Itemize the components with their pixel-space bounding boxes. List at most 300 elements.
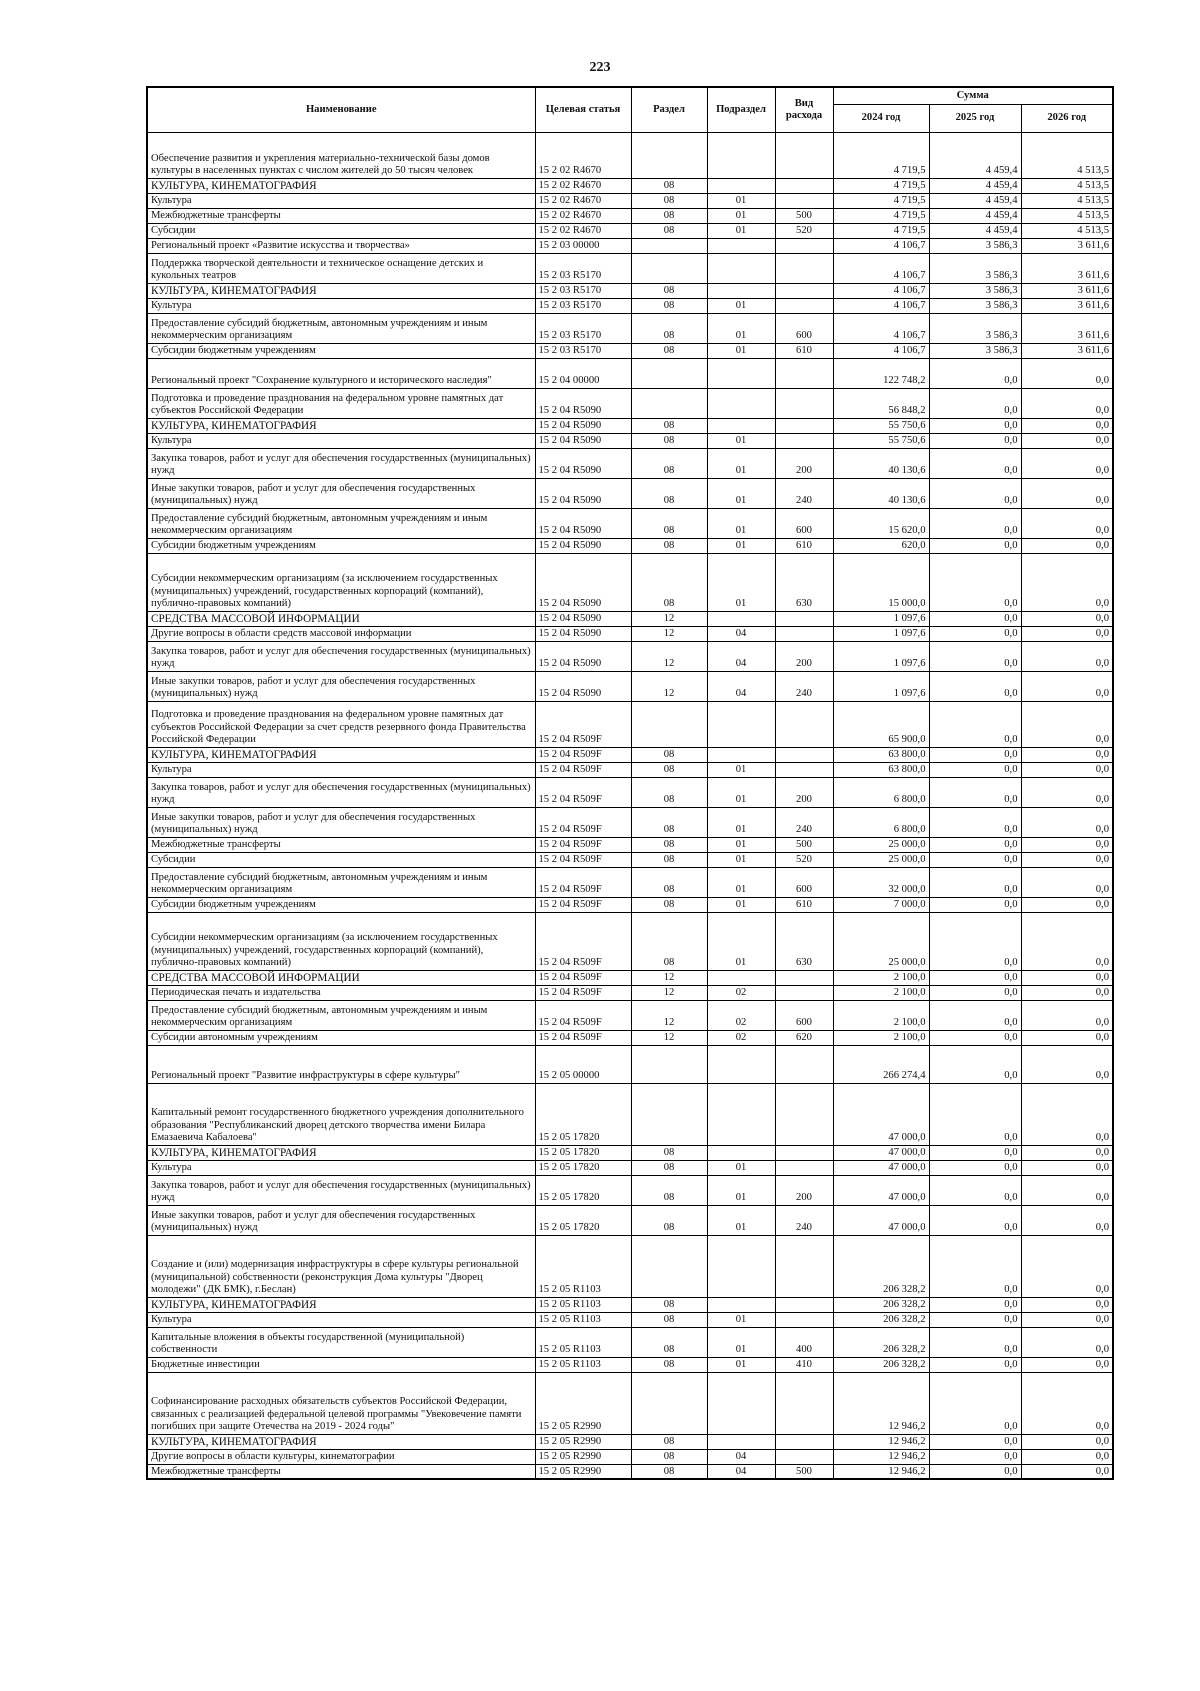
row-target-article: 15 2 04 R509F (535, 701, 631, 747)
row-target-article: 15 2 05 17820 (535, 1083, 631, 1145)
row-sum-2025: 0,0 (929, 553, 1021, 611)
table-row (147, 433, 1113, 448)
row-subsection: 01 (707, 508, 775, 538)
row-sum-2025: 0,0 (929, 1434, 1021, 1449)
row-section (631, 253, 707, 283)
row-section: 08 (631, 553, 707, 611)
table-row (147, 671, 1113, 701)
row-section: 08 (631, 777, 707, 807)
table-row (147, 897, 1113, 912)
table-row (147, 1030, 1113, 1045)
row-target-article: 15 2 05 R2990 (535, 1449, 631, 1464)
row-section: 08 (631, 178, 707, 193)
row-section: 08 (631, 852, 707, 867)
row-target-article: 15 2 04 R5090 (535, 671, 631, 701)
row-subsection: 01 (707, 313, 775, 343)
row-section (631, 388, 707, 418)
table-row (147, 912, 1113, 970)
row-section: 08 (631, 897, 707, 912)
row-expense-type (775, 1083, 833, 1145)
row-subsection (707, 253, 775, 283)
row-name: Культура (147, 298, 535, 313)
table-row (147, 1175, 1113, 1205)
row-subsection (707, 358, 775, 388)
table-row (147, 313, 1113, 343)
row-section: 08 (631, 1357, 707, 1372)
row-sum-2026: 3 611,6 (1021, 298, 1113, 313)
row-sum-2026: 0,0 (1021, 1357, 1113, 1372)
row-subsection (707, 1372, 775, 1434)
row-subsection (707, 388, 775, 418)
row-section (631, 132, 707, 178)
table-row (147, 1372, 1113, 1434)
row-expense-type: 600 (775, 313, 833, 343)
row-sum-2025: 4 459,4 (929, 132, 1021, 178)
row-expense-type: 610 (775, 538, 833, 553)
row-subsection: 01 (707, 1160, 775, 1175)
table-row (147, 343, 1113, 358)
table-body (147, 132, 1113, 1479)
row-subsection: 01 (707, 1357, 775, 1372)
row-sum-2025: 0,0 (929, 1083, 1021, 1145)
row-sum-2026: 0,0 (1021, 970, 1113, 985)
row-subsection (707, 178, 775, 193)
row-target-article: 15 2 02 R4670 (535, 193, 631, 208)
row-sum-2026: 0,0 (1021, 867, 1113, 897)
row-sum-2025: 0,0 (929, 1372, 1021, 1434)
row-sum-2026: 4 513,5 (1021, 223, 1113, 238)
row-sum-2026: 0,0 (1021, 358, 1113, 388)
table-row (147, 132, 1113, 178)
row-expense-type: 200 (775, 641, 833, 671)
row-sum-2025: 0,0 (929, 1464, 1021, 1479)
row-name: Подготовка и проведение празднования на федеральном уровне памятных дат субъектов Российской Федерации (147, 388, 535, 418)
row-section: 08 (631, 508, 707, 538)
row-name: Субсидии автономным учреждениям (147, 1030, 535, 1045)
row-sum-2025: 0,0 (929, 867, 1021, 897)
row-name: Закупка товаров, работ и услуг для обеспечения государственных (муниципальных) нужд (147, 641, 535, 671)
row-section: 12 (631, 641, 707, 671)
row-section: 12 (631, 1000, 707, 1030)
row-target-article: 15 2 05 R1103 (535, 1235, 631, 1297)
header-year-2024: 2024 год (833, 104, 929, 132)
row-target-article: 15 2 04 R509F (535, 762, 631, 777)
row-name: Поддержка творческой деятельности и техническое оснащение детских и кукольных театров (147, 253, 535, 283)
row-sum-2025: 4 459,4 (929, 208, 1021, 223)
table-row (147, 1045, 1113, 1083)
row-sum-2025: 0,0 (929, 1449, 1021, 1464)
row-expense-type: 200 (775, 777, 833, 807)
row-target-article: 15 2 04 00000 (535, 358, 631, 388)
row-sum-2025: 0,0 (929, 1175, 1021, 1205)
row-sum-2024: 1 097,6 (833, 626, 929, 641)
row-subsection: 04 (707, 641, 775, 671)
row-name: Субсидии (147, 223, 535, 238)
row-sum-2024: 4 719,5 (833, 178, 929, 193)
row-name: Межбюджетные трансферты (147, 208, 535, 223)
row-name: Региональный проект "Сохранение культурного и исторического наследия" (147, 358, 535, 388)
row-target-article: 15 2 04 R5090 (535, 538, 631, 553)
row-target-article: 15 2 04 R5090 (535, 611, 631, 626)
table-row (147, 626, 1113, 641)
row-sum-2025: 0,0 (929, 1000, 1021, 1030)
row-expense-type: 500 (775, 837, 833, 852)
row-sum-2026: 0,0 (1021, 1464, 1113, 1479)
row-name: Иные закупки товаров, работ и услуг для обеспечения государственных (муниципальных) нужд (147, 1205, 535, 1235)
row-target-article: 15 2 05 17820 (535, 1145, 631, 1160)
row-subsection: 01 (707, 193, 775, 208)
row-expense-type: 620 (775, 1030, 833, 1045)
table-row (147, 1205, 1113, 1235)
row-name: СРЕДСТВА МАССОВОЙ ИНФОРМАЦИИ (147, 970, 535, 985)
table-row (147, 388, 1113, 418)
row-section: 08 (631, 478, 707, 508)
row-subsection (707, 418, 775, 433)
row-sum-2024: 4 719,5 (833, 193, 929, 208)
row-section: 08 (631, 1464, 707, 1479)
row-sum-2025: 0,0 (929, 1357, 1021, 1372)
row-target-article: 15 2 04 R509F (535, 852, 631, 867)
row-section: 08 (631, 448, 707, 478)
row-expense-type (775, 388, 833, 418)
table-row (147, 701, 1113, 747)
row-sum-2024: 4 719,5 (833, 208, 929, 223)
row-expense-type: 200 (775, 448, 833, 478)
row-sum-2025: 0,0 (929, 418, 1021, 433)
row-sum-2025: 0,0 (929, 1312, 1021, 1327)
row-target-article: 15 2 04 R5090 (535, 626, 631, 641)
row-name: Региональный проект «Развитие искусства и творчества» (147, 238, 535, 253)
row-subsection (707, 132, 775, 178)
row-section: 08 (631, 837, 707, 852)
row-expense-type (775, 193, 833, 208)
row-section: 08 (631, 343, 707, 358)
row-expense-type: 240 (775, 478, 833, 508)
row-subsection (707, 1083, 775, 1145)
row-subsection (707, 611, 775, 626)
row-name: КУЛЬТУРА, КИНЕМАТОГРАФИЯ (147, 1145, 535, 1160)
table-row (147, 970, 1113, 985)
row-section: 08 (631, 538, 707, 553)
row-sum-2024: 4 106,7 (833, 298, 929, 313)
row-target-article: 15 2 05 R2990 (535, 1372, 631, 1434)
row-subsection: 04 (707, 1449, 775, 1464)
row-section: 12 (631, 1030, 707, 1045)
row-sum-2026: 3 611,6 (1021, 283, 1113, 298)
row-sum-2024: 206 328,2 (833, 1235, 929, 1297)
row-sum-2026: 0,0 (1021, 553, 1113, 611)
row-expense-type (775, 626, 833, 641)
row-name: Иные закупки товаров, работ и услуг для обеспечения государственных (муниципальных) нужд (147, 807, 535, 837)
row-subsection: 01 (707, 912, 775, 970)
row-subsection: 02 (707, 985, 775, 1000)
row-sum-2026: 0,0 (1021, 912, 1113, 970)
row-name: Предоставление субсидий бюджетным, автономным учреждениям и иным некоммерческим организациям (147, 1000, 535, 1030)
row-sum-2026: 0,0 (1021, 1449, 1113, 1464)
row-subsection (707, 970, 775, 985)
row-sum-2026: 3 611,6 (1021, 238, 1113, 253)
row-expense-type: 600 (775, 1000, 833, 1030)
row-sum-2024: 620,0 (833, 538, 929, 553)
row-sum-2024: 1 097,6 (833, 611, 929, 626)
table-row (147, 178, 1113, 193)
row-expense-type (775, 611, 833, 626)
row-section: 08 (631, 1205, 707, 1235)
row-expense-type: 520 (775, 852, 833, 867)
row-name: СРЕДСТВА МАССОВОЙ ИНФОРМАЦИИ (147, 611, 535, 626)
row-sum-2024: 65 900,0 (833, 701, 929, 747)
row-sum-2026: 0,0 (1021, 1175, 1113, 1205)
table-row (147, 448, 1113, 478)
row-target-article: 15 2 04 R509F (535, 985, 631, 1000)
row-sum-2024: 63 800,0 (833, 747, 929, 762)
row-sum-2024: 12 946,2 (833, 1464, 929, 1479)
row-sum-2026: 0,0 (1021, 762, 1113, 777)
row-target-article: 15 2 04 R509F (535, 1030, 631, 1045)
table-row (147, 1083, 1113, 1145)
table-row (147, 358, 1113, 388)
row-target-article: 15 2 05 R2990 (535, 1464, 631, 1479)
row-sum-2025: 3 586,3 (929, 253, 1021, 283)
row-sum-2024: 47 000,0 (833, 1145, 929, 1160)
row-sum-2026: 0,0 (1021, 1000, 1113, 1030)
row-expense-type (775, 283, 833, 298)
row-sum-2025: 0,0 (929, 388, 1021, 418)
table-row (147, 1160, 1113, 1175)
row-expense-type (775, 298, 833, 313)
row-sum-2025: 4 459,4 (929, 223, 1021, 238)
row-sum-2025: 0,0 (929, 1145, 1021, 1160)
row-expense-type (775, 701, 833, 747)
row-subsection: 01 (707, 553, 775, 611)
row-name: Субсидии некоммерческим организациям (за исключением государственных (муниципальных) учреждений, государственных корпораций (компаний), публично-правовых компаний) (147, 553, 535, 611)
header-expense-type: Вид расхода (775, 87, 833, 132)
row-target-article: 15 2 05 17820 (535, 1175, 631, 1205)
table-row (147, 985, 1113, 1000)
row-sum-2026: 0,0 (1021, 1372, 1113, 1434)
row-expense-type: 410 (775, 1357, 833, 1372)
row-target-article: 15 2 04 R5090 (535, 508, 631, 538)
row-name: Культура (147, 193, 535, 208)
table-row (147, 852, 1113, 867)
row-subsection: 01 (707, 208, 775, 223)
table-row (147, 641, 1113, 671)
row-name: Субсидии некоммерческим организациям (за исключением государственных (муниципальных) учреждений, государственных корпораций (компаний), публично-правовых компаний) (147, 912, 535, 970)
row-sum-2024: 4 719,5 (833, 223, 929, 238)
table-row (147, 1434, 1113, 1449)
row-name: КУЛЬТУРА, КИНЕМАТОГРАФИЯ (147, 747, 535, 762)
row-sum-2025: 0,0 (929, 852, 1021, 867)
row-subsection (707, 1235, 775, 1297)
row-name: КУЛЬТУРА, КИНЕМАТОГРАФИЯ (147, 178, 535, 193)
row-sum-2025: 3 586,3 (929, 313, 1021, 343)
row-sum-2024: 206 328,2 (833, 1312, 929, 1327)
row-sum-2026: 0,0 (1021, 508, 1113, 538)
row-expense-type (775, 1449, 833, 1464)
row-sum-2024: 25 000,0 (833, 852, 929, 867)
row-sum-2026: 0,0 (1021, 1083, 1113, 1145)
row-sum-2026: 0,0 (1021, 777, 1113, 807)
row-name: Закупка товаров, работ и услуг для обеспечения государственных (муниципальных) нужд (147, 777, 535, 807)
row-subsection (707, 1045, 775, 1083)
row-subsection (707, 1434, 775, 1449)
row-sum-2025: 0,0 (929, 912, 1021, 970)
row-sum-2024: 12 946,2 (833, 1449, 929, 1464)
row-sum-2026: 0,0 (1021, 611, 1113, 626)
row-section: 08 (631, 418, 707, 433)
row-sum-2025: 0,0 (929, 641, 1021, 671)
row-expense-type (775, 1372, 833, 1434)
row-expense-type: 520 (775, 223, 833, 238)
row-sum-2026: 0,0 (1021, 1160, 1113, 1175)
row-subsection: 04 (707, 1464, 775, 1479)
row-expense-type (775, 433, 833, 448)
row-sum-2025: 0,0 (929, 807, 1021, 837)
row-sum-2026: 3 611,6 (1021, 313, 1113, 343)
row-name: Подготовка и проведение празднования на федеральном уровне памятных дат субъектов Российской Федерации за счет средств резервного фонда Правительства Российской Федерации (147, 701, 535, 747)
row-sum-2026: 0,0 (1021, 626, 1113, 641)
row-sum-2025: 3 586,3 (929, 343, 1021, 358)
row-expense-type (775, 970, 833, 985)
row-sum-2024: 4 719,5 (833, 132, 929, 178)
row-sum-2025: 0,0 (929, 1327, 1021, 1357)
table-row (147, 1464, 1113, 1479)
header-sum: Сумма (833, 87, 1113, 104)
row-name: Другие вопросы в области культуры, кинематографии (147, 1449, 535, 1464)
row-section: 12 (631, 970, 707, 985)
row-subsection: 01 (707, 1205, 775, 1235)
row-sum-2025: 0,0 (929, 1045, 1021, 1083)
row-expense-type: 400 (775, 1327, 833, 1357)
row-expense-type (775, 1312, 833, 1327)
row-sum-2026: 0,0 (1021, 1145, 1113, 1160)
row-section: 08 (631, 1175, 707, 1205)
row-subsection (707, 283, 775, 298)
row-section: 08 (631, 283, 707, 298)
row-sum-2025: 0,0 (929, 508, 1021, 538)
row-sum-2025: 0,0 (929, 448, 1021, 478)
header-target-article: Целевая статья (535, 87, 631, 132)
row-sum-2026: 4 513,5 (1021, 208, 1113, 223)
row-sum-2025: 0,0 (929, 897, 1021, 912)
row-sum-2026: 3 611,6 (1021, 253, 1113, 283)
row-sum-2026: 0,0 (1021, 671, 1113, 701)
row-subsection: 01 (707, 1312, 775, 1327)
row-target-article: 15 2 04 R509F (535, 777, 631, 807)
row-sum-2026: 0,0 (1021, 837, 1113, 852)
row-subsection: 04 (707, 671, 775, 701)
row-name: Предоставление субсидий бюджетным, автономным учреждениям и иным некоммерческим организациям (147, 867, 535, 897)
row-section: 08 (631, 747, 707, 762)
row-section (631, 358, 707, 388)
row-name: Капитальные вложения в объекты государственной (муниципальной) собственности (147, 1327, 535, 1357)
row-subsection: 04 (707, 626, 775, 641)
row-sum-2024: 55 750,6 (833, 433, 929, 448)
row-sum-2025: 0,0 (929, 433, 1021, 448)
row-section: 12 (631, 985, 707, 1000)
row-expense-type (775, 747, 833, 762)
row-sum-2026: 0,0 (1021, 985, 1113, 1000)
row-name: Культура (147, 433, 535, 448)
row-target-article: 15 2 04 R509F (535, 747, 631, 762)
row-section: 08 (631, 1434, 707, 1449)
row-sum-2025: 0,0 (929, 1235, 1021, 1297)
row-subsection: 01 (707, 777, 775, 807)
table-row (147, 1327, 1113, 1357)
row-section (631, 1083, 707, 1145)
row-target-article: 15 2 04 R509F (535, 1000, 631, 1030)
row-target-article: 15 2 04 R509F (535, 970, 631, 985)
table-row (147, 253, 1113, 283)
row-expense-type (775, 985, 833, 1000)
row-sum-2024: 25 000,0 (833, 912, 929, 970)
row-target-article: 15 2 04 R5090 (535, 388, 631, 418)
row-name: Культура (147, 762, 535, 777)
row-sum-2025: 0,0 (929, 747, 1021, 762)
row-section: 12 (631, 626, 707, 641)
row-sum-2024: 7 000,0 (833, 897, 929, 912)
table-row (147, 867, 1113, 897)
row-name: КУЛЬТУРА, КИНЕМАТОГРАФИЯ (147, 1297, 535, 1312)
row-sum-2026: 0,0 (1021, 448, 1113, 478)
row-target-article: 15 2 05 R1103 (535, 1357, 631, 1372)
row-subsection: 01 (707, 762, 775, 777)
table-row (147, 238, 1113, 253)
row-target-article: 15 2 05 R1103 (535, 1327, 631, 1357)
row-sum-2026: 4 513,5 (1021, 193, 1113, 208)
row-sum-2024: 1 097,6 (833, 671, 929, 701)
row-section: 08 (631, 1160, 707, 1175)
row-sum-2026: 0,0 (1021, 1327, 1113, 1357)
row-sum-2026: 0,0 (1021, 1297, 1113, 1312)
row-target-article: 15 2 05 17820 (535, 1160, 631, 1175)
table-row (147, 1000, 1113, 1030)
row-expense-type: 500 (775, 208, 833, 223)
row-name: КУЛЬТУРА, КИНЕМАТОГРАФИЯ (147, 283, 535, 298)
table-row (147, 747, 1113, 762)
row-sum-2025: 0,0 (929, 701, 1021, 747)
row-target-article: 15 2 04 R509F (535, 912, 631, 970)
row-section (631, 1372, 707, 1434)
row-target-article: 15 2 04 R5090 (535, 448, 631, 478)
row-sum-2024: 32 000,0 (833, 867, 929, 897)
row-sum-2025: 0,0 (929, 777, 1021, 807)
table-row (147, 777, 1113, 807)
row-subsection: 01 (707, 1175, 775, 1205)
row-sum-2024: 2 100,0 (833, 970, 929, 985)
row-name: Обеспечение развития и укрепления материально-технической базы домов культуры в населенных пунктах с числом жителей до 50 тысяч человек (147, 132, 535, 178)
row-sum-2025: 0,0 (929, 358, 1021, 388)
row-target-article: 15 2 04 R5090 (535, 641, 631, 671)
row-expense-type: 200 (775, 1175, 833, 1205)
row-sum-2024: 4 106,7 (833, 238, 929, 253)
row-expense-type (775, 358, 833, 388)
row-subsection (707, 701, 775, 747)
row-sum-2024: 6 800,0 (833, 777, 929, 807)
row-expense-type (775, 1235, 833, 1297)
row-expense-type (775, 1145, 833, 1160)
header-name: Наименование (147, 87, 535, 132)
row-name: Софинансирование расходных обязательств субъектов Российской Федерации, связанных с реализацией федеральной целевой программы "Увековечение памяти погибших при защите Отечества на 2019 - 2024 годы" (147, 1372, 535, 1434)
row-sum-2024: 40 130,6 (833, 478, 929, 508)
row-name: Субсидии (147, 852, 535, 867)
row-name: Региональный проект "Развитие инфраструктуры в сфере культуры" (147, 1045, 535, 1083)
row-expense-type (775, 1045, 833, 1083)
row-subsection: 01 (707, 1327, 775, 1357)
row-name: Культура (147, 1160, 535, 1175)
row-target-article: 15 2 04 R5090 (535, 478, 631, 508)
page-number: 223 (589, 60, 611, 75)
